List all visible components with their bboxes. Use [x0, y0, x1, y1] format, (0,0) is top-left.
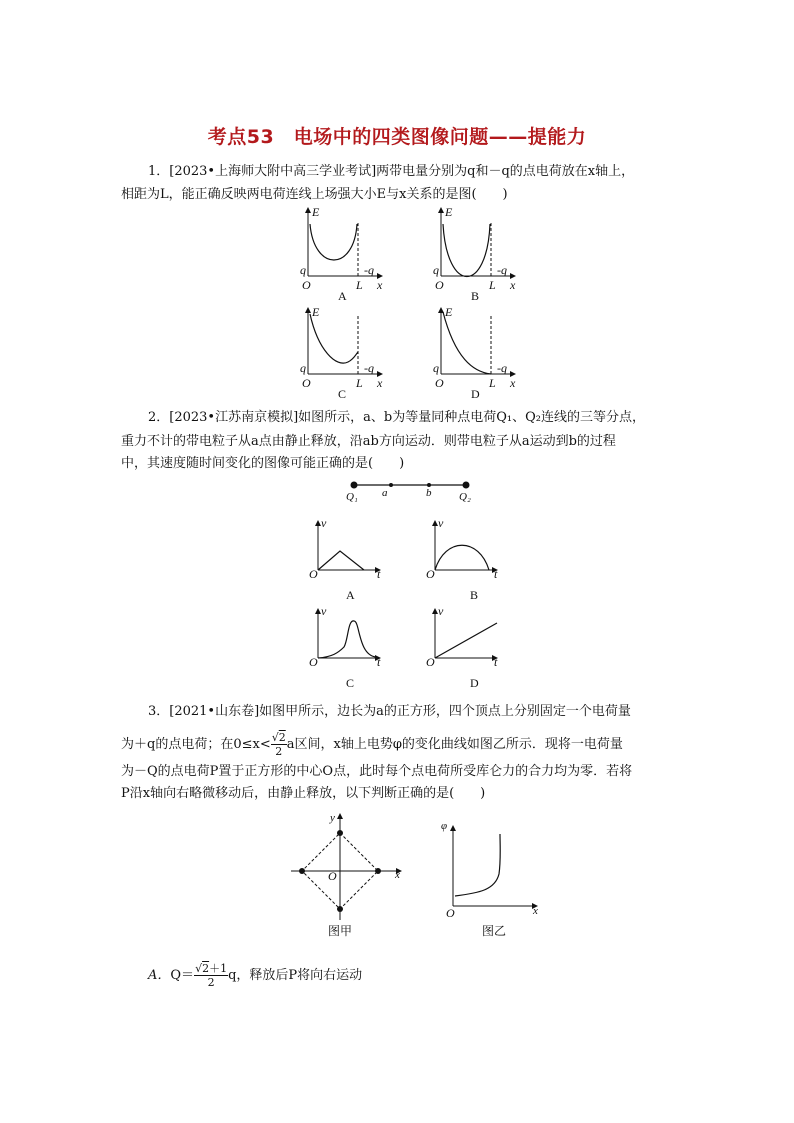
q3-text-line2 [121, 731, 623, 758]
q2-option-a: A [346, 588, 355, 602]
q3-option-a-sqrt: 2 [202, 962, 210, 975]
q2b-axis-v: v [438, 516, 444, 530]
q3-line2-part1: 为＋q的点电荷；在0≤x< [121, 737, 271, 752]
q1a-left-q: q [300, 263, 306, 277]
q2a-axis-v: v [321, 516, 327, 530]
q3-fraction: $\frac{√2}{2}$ [271, 731, 286, 758]
q1-text-line2: 相距为L，能正确反映两电荷连线上场强大小E与x关系的是图( ) [121, 187, 508, 202]
q1a-axis-x: x [377, 278, 383, 292]
q2-graph-d [435, 609, 497, 658]
q2-charge-line [340, 478, 480, 492]
q1c-left-q: q [300, 361, 306, 375]
q3-text-line4: P沿x轴向右略微移动后，由静止释放，以下判断正确的是( ) [121, 786, 486, 801]
q2-label-b: b [426, 487, 432, 499]
q1-option-c: C [338, 387, 347, 401]
q3-option-a-fraction: $\frac{√2+1}{2}$ [195, 962, 228, 989]
q1b-right-q: -q [497, 263, 507, 277]
q2d-origin: O [426, 655, 435, 669]
q1a-origin: O [302, 278, 311, 292]
q2-option-d: D [470, 676, 479, 690]
q2d-axis-v: v [438, 604, 444, 618]
q3-figure-b [445, 820, 545, 920]
q2-point-a [389, 483, 393, 487]
q1b-left-q: q [433, 263, 439, 277]
q1c-axis-e: E [312, 305, 320, 319]
page-title: 考点53 电场中的四类图像问题——提能力 [207, 126, 587, 148]
q3-line2-part2: a区间，x轴上电势φ的变化曲线如图乙所示．现将一电荷量 [286, 737, 623, 752]
q3-fig2-origin: O [446, 906, 455, 920]
q1-text-line1: 1．[2023•上海师大附中高三学业考试]两带电量分别为q和－q的点电荷放在x轴上， [148, 164, 635, 179]
q1c-tick-l: L [356, 376, 363, 390]
q1-option-b: B [471, 289, 480, 303]
q3-text-line3: 为－Q的点电荷P置于正方形的中心O点，此时每个点电荷所受库仑力的合力均为零．若将 [121, 764, 633, 779]
q1d-right-q: -q [497, 361, 507, 375]
q3-fig2-x: x [533, 905, 538, 917]
q1a-tick-l: L [356, 278, 363, 292]
q1b-axis-x: x [510, 278, 516, 292]
q1c-right-q: -q [364, 361, 374, 375]
q2-text-line2: 重力不计的带电粒子从a点由静止释放，沿ab方向运动．则带电粒子从a运动到b的过程 [121, 434, 616, 449]
q3-text-line1: 3．[2021•山东卷]如图甲所示，边长为a的正方形，四个顶点上分别固定一个电荷量 [148, 704, 631, 719]
q1d-axis-x: x [510, 376, 516, 390]
q2-graph-a [318, 521, 380, 570]
q3-fig1-y: y [330, 812, 335, 824]
q1a-axis-e: E [312, 205, 320, 219]
q1d-tick-l: L [489, 376, 496, 390]
q2d-axis-t: t [494, 655, 498, 669]
q3-fig1-x: x [395, 869, 400, 881]
q1c-origin: O [302, 376, 311, 390]
q1d-axis-e: E [445, 305, 453, 319]
q2-graph-b [435, 521, 497, 570]
q2-label-q2: Q₂ [459, 491, 471, 503]
q1a-right-q: -q [364, 263, 374, 277]
q2a-axis-t: t [377, 567, 381, 581]
q1b-origin: O [435, 278, 444, 292]
q3-option-a-den: 2 [207, 976, 215, 989]
q1d-left-q: q [433, 361, 439, 375]
q2-option-b: B [470, 588, 479, 602]
q2b-origin: O [426, 567, 435, 581]
q2-graph-c [318, 609, 380, 658]
q1-option-d: D [471, 387, 480, 401]
q1b-tick-l: L [489, 278, 496, 292]
q2-graphs [300, 515, 520, 675]
q1-option-a: A [338, 289, 347, 303]
q3-frac-den: 2 [275, 745, 283, 758]
q3-fig2-phi: φ [441, 820, 448, 832]
q1-graphs [290, 202, 530, 402]
q2c-axis-v: v [321, 604, 327, 618]
q1d-origin: O [435, 376, 444, 390]
q2-option-c: C [346, 676, 355, 690]
q2b-axis-t: t [494, 567, 498, 581]
q2-label-a: a [382, 487, 388, 499]
q3-option-a [148, 962, 362, 989]
q3-option-a-num-rest: ＋1 [209, 962, 228, 975]
q3-option-a-label: A． [148, 968, 171, 983]
q1b-axis-e: E [445, 205, 453, 219]
q2-charge-q2 [463, 482, 470, 489]
q2-text-line1: 2．[2023•江苏南京模拟]如图所示，a、b为等量同种点电荷Q₁、Q₂连线的三等分点， [148, 410, 645, 425]
q2c-origin: O [309, 655, 318, 669]
q2-charge-q1 [351, 482, 358, 489]
q2a-origin: O [309, 567, 318, 581]
q1c-axis-x: x [377, 376, 383, 390]
q3-fig1-origin: O [328, 869, 337, 883]
q3-fig2-caption: 图乙 [482, 924, 507, 938]
q2c-axis-t: t [377, 655, 381, 669]
q3-option-a-pre: Q＝ [170, 968, 195, 983]
q2-label-q1: Q₁ [346, 491, 358, 503]
q3-fig1-caption: 图甲 [328, 924, 353, 938]
q3-figure-a [283, 810, 413, 922]
q3-option-a-post: q，释放后P将向右运动 [228, 968, 363, 983]
q3-frac-num: 2 [278, 731, 286, 744]
q2-text-line3: 中，其速度随时间变化的图像可能正确的是( ) [121, 456, 405, 471]
